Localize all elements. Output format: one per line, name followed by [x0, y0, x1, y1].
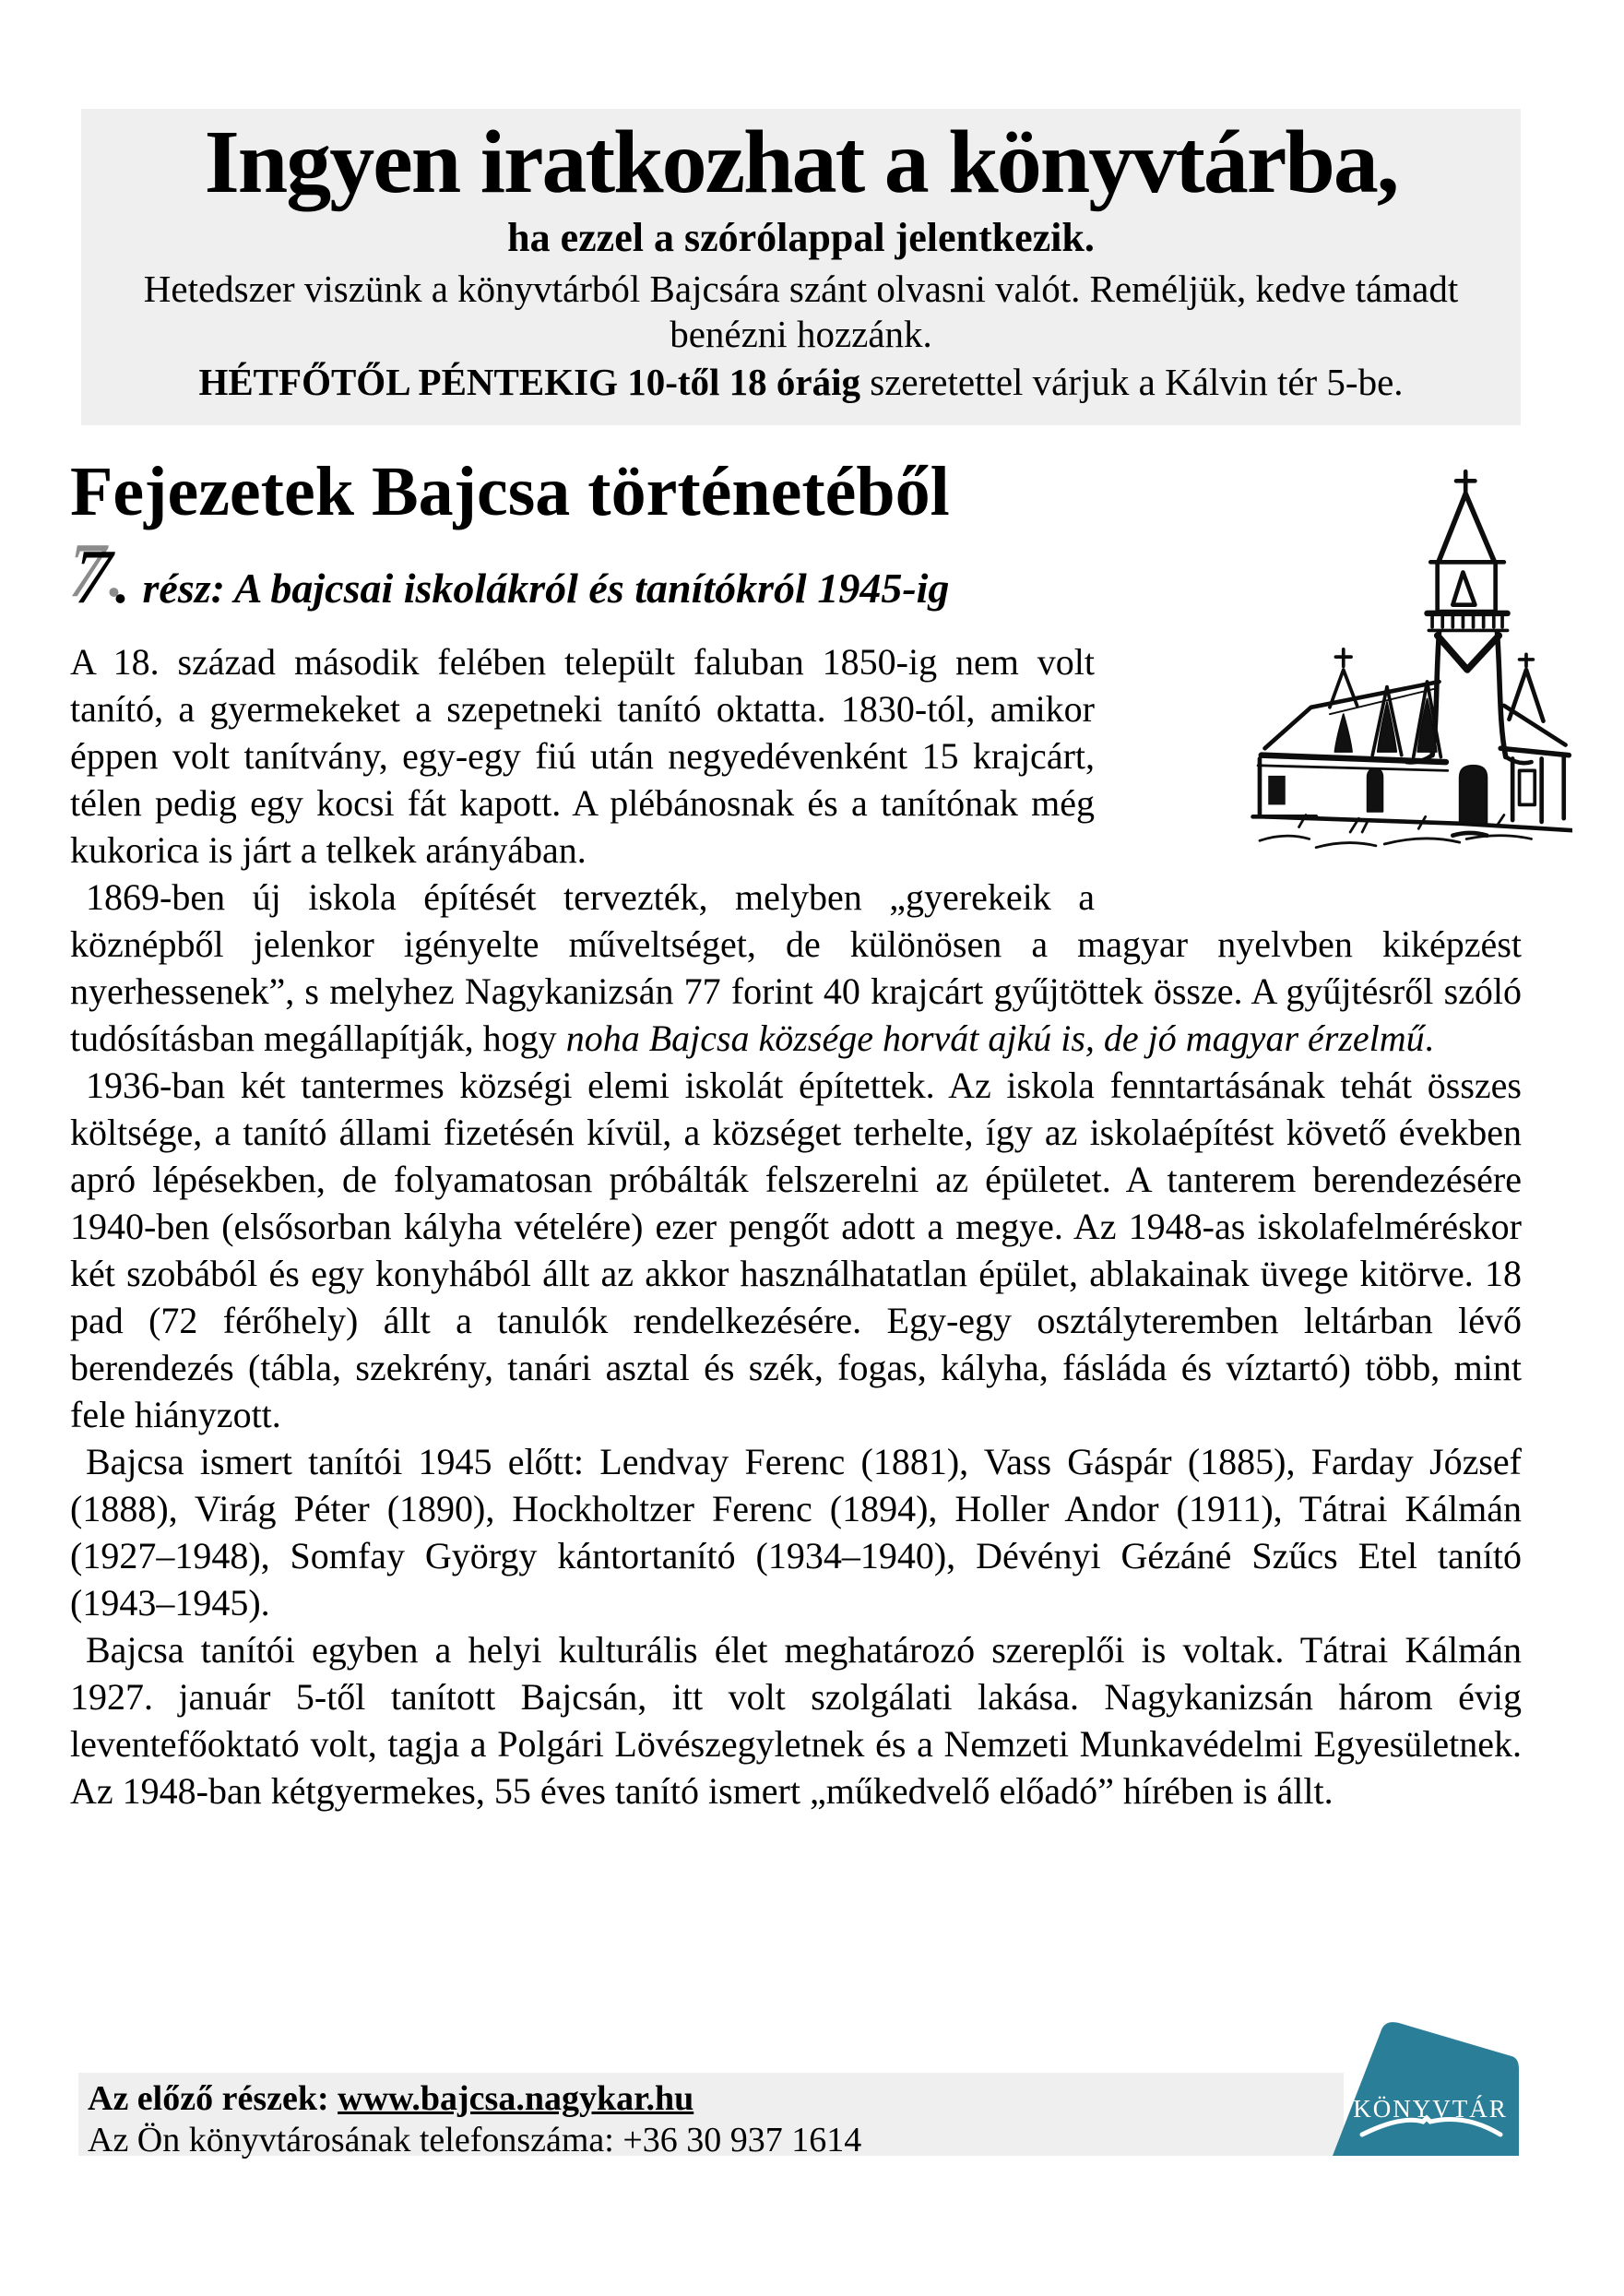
header-subtitle: ha ezzel a szórólappal jelentkezik.	[507, 214, 1095, 260]
library-logo-text: KÖNYVTÁR	[1353, 2095, 1508, 2123]
header-banner	[81, 109, 1521, 425]
paragraph-2-end: .	[1424, 1017, 1434, 1060]
article-heading: Fejezetek Bajcsa történetéből	[70, 453, 950, 530]
paragraph-2-quote: noha Bajcsa községe horvát ajkú is, de jó magyar érzelmű	[565, 1017, 1425, 1060]
opening-hours-rest: szeretettel várjuk a Kálvin tér 5-be.	[860, 361, 1404, 404]
paragraph-2	[70, 874, 1522, 1062]
header-intro-text: Hetedszer viszünk a könyvtárból Bajcsára szánt olvasni valót. Reméljük, kedve támadt benézni hozzánk.	[143, 268, 1459, 355]
part-number: 7.	[74, 534, 132, 621]
opening-hours-bold: HÉTFŐTŐL PÉNTEKIG 10-től 18 óráig	[198, 361, 860, 404]
previous-parts-line	[88, 2078, 1344, 2120]
paragraph-1: A 18. század második felében települt faluban 1850-ig nem volt tanító, a gyermekeket a szepetneki tanító oktatta. 1830-tól, amikor éppen volt tanítvány, egy-egy fiú után negyedévenként 15 krajcárt, télen pedig egy kocsi fát kapott. A plébánosnak és a tanítónak még kukorica is járt a telkek arányában.	[70, 641, 1095, 872]
paragraph-5: Bajcsa tanítói egyben a helyi kulturális élet meghatározó szereplői is voltak. Tátrai Kálmán 1927. január 5-től tanított Bajcsán, itt volt szolgálati lakása. Nagykanizsán három évig leventefőoktató volt, tagja a Polgári Lövészegyletnek és a Nemzeti Munkavédelmi Egyesületnek. Az 1948-ban kétgyermekes, 55 éves tanító ismert „műkedvelő előadó” hírében is állt.	[70, 1629, 1522, 1813]
part-title: rész: A bajcsai iskolákról és tanítókról 1945-ig	[132, 565, 950, 613]
library-logo	[1331, 2016, 1521, 2156]
footer-panel	[78, 2073, 1344, 2159]
previous-parts-link[interactable]: www.bajcsa.nagykar.hu	[338, 2079, 694, 2118]
article-section	[70, 454, 1522, 1814]
opening-hours-line	[81, 360, 1521, 404]
paragraph-2-text: 1869-ben új iskola építését tervezték, melyben „gyerekeik a köznépből jelenkor igényelte műveltséget, de különösen a magyar nyelvben kiképzést nyerhessenek”, s melyhez Nagykanizsán 77 forint 40 krajcárt gyűjtöttek össze. A gyűjtésről szóló tudósításban megállapítják, hogy	[70, 876, 1522, 1060]
church-illustration	[1248, 446, 1572, 871]
paragraph-4: Bajcsa ismert tanítói 1945 előtt: Lendvay Ferenc (1881), Vass Gáspár (1885), Farday József (1888), Virág Péter (1890), Hockholtzer Ferenc (1894), Holler Andor (1911), Tátrai Kálmán (1927–1948), Somfay György kántortanító (1934–1940), Dévényi Gézáné Szűcs Etel tanító (1943–1945).	[70, 1441, 1522, 1624]
church-figure	[1111, 446, 1572, 878]
paragraph-3: 1936-ban két tantermes községi elemi iskolát építettek. Az iskola fenntartásának tehát összes költsége, a tanító állami fizetésén kívül, a községet terhelte, így az iskolaépítést követő években apró lépésekben, de folyamatosan próbálták felszerelni az épületet. A tanterem berendezésére 1940-ben (elsősorban kályha vételére) ezer pengőt adott a megye. Az 1948-as iskolafelméréskor két szobából és egy konyhából állt az akkor használhatatlan épület, ablakainak üvege kitörve. 18 pad (72 férőhely) állt a tanulók rendelkezésére. Egy-egy osztályteremben leltárban lévő berendezés (tábla, szekrény, tanári asztal és szék, fogas, kályha, fásláda és víztartó) több, mint fele hiányzott.	[70, 1065, 1522, 1436]
page-title: Ingyen iratkozhat a könyvtárba,	[204, 113, 1398, 212]
librarian-phone-line: Az Ön könyvtárosának telefonszáma: +36 30 937 1614	[88, 2121, 862, 2159]
previous-parts-label: Az előző részek:	[88, 2079, 338, 2118]
